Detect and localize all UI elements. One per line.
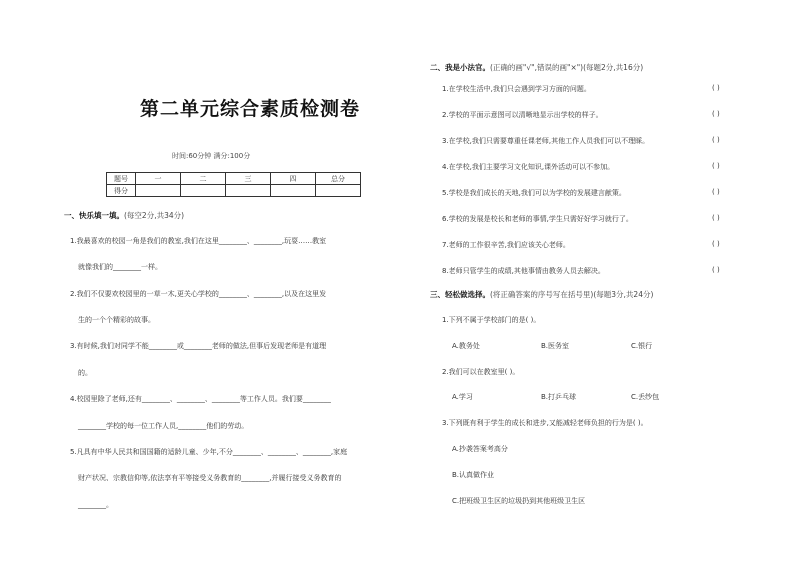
answer-paren[interactable]: ( ) [712, 266, 720, 274]
judge-item: 8.老师只管学生的成绩,其他事情由教务人员去解决。 [442, 267, 605, 275]
answer-paren[interactable]: ( ) [712, 84, 720, 92]
choice-option: A.抄袭答案考高分 [452, 445, 508, 453]
fill-line[interactable]: 3.有时候,我们对同学不能________或________老师的做法,但事后发现老师是有道理 [70, 342, 327, 350]
score-cell: 题号 [107, 173, 136, 185]
score-cell: 三 [226, 173, 271, 185]
fill-line[interactable]: 5.凡具有中华人民共和国国籍的适龄儿童、少年,不分________、________、________,家庭 [70, 448, 348, 456]
score-cell: 总分 [316, 173, 361, 185]
score-table [106, 172, 361, 197]
answer-paren[interactable]: ( ) [712, 136, 720, 144]
page-title: 第二单元综合素质检测卷 [139, 98, 360, 120]
score-input-cell[interactable] [181, 185, 226, 197]
fill-line[interactable]: 财产状况、宗教信仰等,依法享有平等接受义务教育的________,并履行接受义务教育的 [78, 474, 342, 482]
score-input-cell[interactable] [271, 185, 316, 197]
answer-paren[interactable]: ( ) [712, 240, 720, 248]
section-1-heading [64, 210, 184, 221]
score-cell: 一 [136, 173, 181, 185]
judge-item: 2.学校的平面示意图可以清晰地显示出学校的样子。 [442, 111, 603, 119]
section-note: (正确的画"√",错误的画"×")(每题2分,共16分) [490, 63, 644, 72]
judge-item: 7.老师的工作很辛苦,我们应该关心老师。 [442, 241, 570, 249]
score-table-header-row [107, 173, 361, 185]
fill-line[interactable]: ________学校的每一位工作人员,________他们的劳动。 [78, 422, 249, 430]
answer-paren[interactable]: ( ) [712, 214, 720, 222]
choice-question[interactable]: 1.下列不属于学校部门的是( )。 [442, 316, 541, 324]
judge-item: 3.在学校,我们只需要尊重任课老师,其他工作人员我们可以不理睬。 [442, 137, 650, 145]
score-input-cell[interactable] [136, 185, 181, 197]
choice-option: B.认真做作业 [452, 471, 495, 479]
fill-line[interactable]: 2.我们不仅要欢校园里的一草一木,更关心学校的________、________,以及在这里发 [70, 290, 327, 298]
fill-line[interactable]: 4.校园里除了老师,还有________、________、________等工作人员。我们要________ [70, 395, 331, 403]
choice-question[interactable]: 2.我们可以在教室里( )。 [442, 368, 520, 376]
judge-item: 4.在学校,我们主要学习文化知识,课外活动可以不参加。 [442, 163, 615, 171]
score-cell: 二 [181, 173, 226, 185]
judge-item: 6.学校的发展是校长和老师的事情,学生只需好好学习就行了。 [442, 215, 633, 223]
choice-option: B.打乒乓球 [541, 393, 577, 401]
section-3-heading [430, 289, 653, 300]
score-input-cell[interactable] [226, 185, 271, 197]
score-table-score-row [107, 185, 361, 197]
choice-option: A.学习 [452, 393, 473, 401]
answer-paren[interactable]: ( ) [712, 188, 720, 196]
judge-item: 5.学校是我们成长的天地,我们可以为学校的发展建言献策。 [442, 189, 626, 197]
choice-question[interactable]: 3.下列既有利于学生的成长和进步,又能减轻老师负担的行为是( )。 [442, 419, 648, 427]
section-heading-text: 三、轻松做选择。 [430, 290, 490, 299]
choice-option: C.银行 [631, 342, 653, 350]
choice-option: A.教务处 [452, 342, 480, 350]
answer-paren[interactable]: ( ) [712, 162, 720, 170]
answer-paren[interactable]: ( ) [712, 110, 720, 118]
choice-option: C.把班级卫生区的垃圾扔到其他班级卫生区 [452, 497, 586, 505]
section-note: (每空2分,共34分) [124, 211, 185, 220]
judge-item: 1.在学校生活中,我们只会遇到学习方面的问题。 [442, 85, 591, 93]
section-heading-text: 二、我是小法官。 [430, 63, 490, 72]
exam-meta: 时间:60分钟 满分:100分 [172, 152, 251, 160]
fill-line: 生的一个个精彩的故事。 [78, 316, 155, 324]
choice-option: B.医务室 [541, 342, 570, 350]
fill-line[interactable]: 就像我们的________一样。 [78, 263, 162, 271]
score-input-cell[interactable] [316, 185, 361, 197]
score-cell: 得分 [107, 185, 136, 197]
section-2-heading [430, 62, 643, 73]
score-cell: 四 [271, 173, 316, 185]
section-heading-text: 一、快乐填一填。 [64, 211, 124, 220]
section-note: (将正确答案的序号写在括号里)(每题3分,共24分) [490, 290, 654, 299]
choice-option: C.丢纱包 [631, 393, 660, 401]
fill-line[interactable]: 1.我最喜欢的校园一角是我们的教室,我们在这里________、________,玩耍……教室 [70, 237, 327, 245]
fill-line[interactable]: ________。 [78, 501, 113, 509]
fill-line: 的。 [78, 369, 92, 377]
